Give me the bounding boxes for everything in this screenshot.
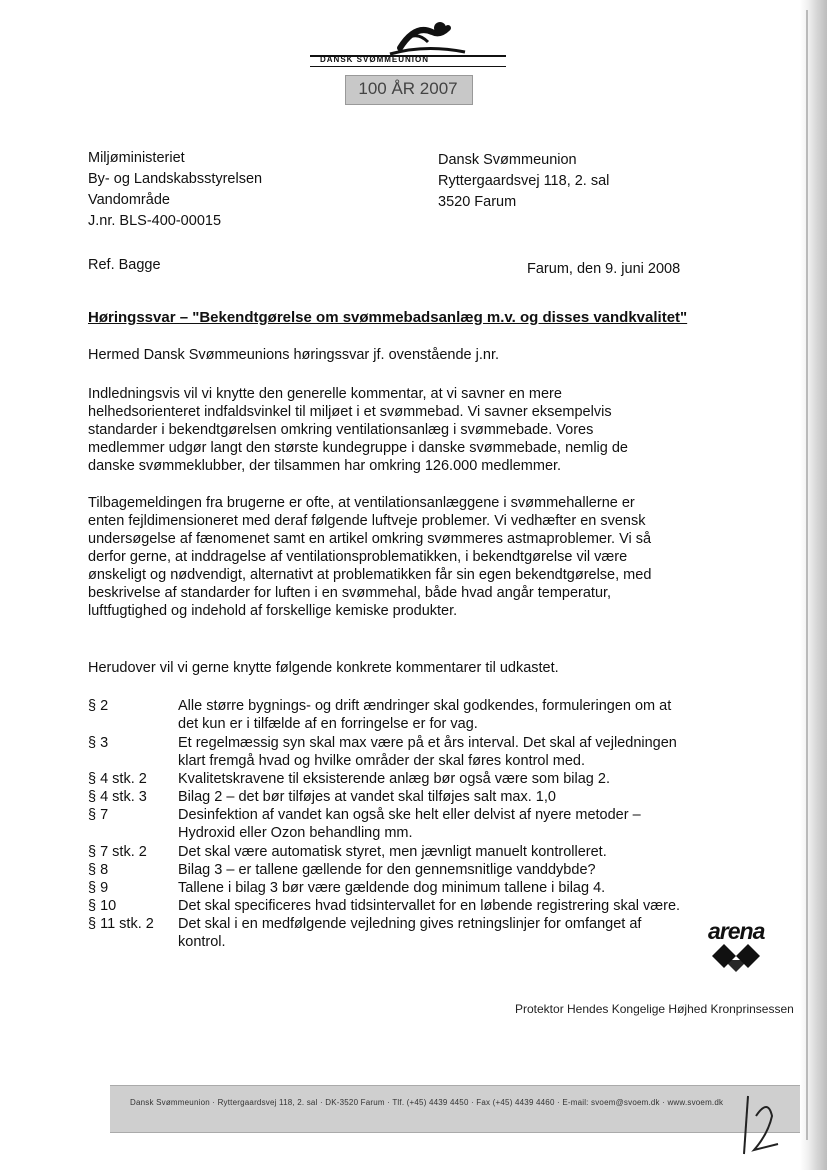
comment-body <box>178 734 748 770</box>
paragraph-2 <box>88 494 728 620</box>
paragraph-line: standarder i bekendtgørelsen omkring ventilationsanlæg i svømmebade. Vores <box>88 422 594 438</box>
scan-shadow <box>800 0 827 1170</box>
comment-line: Kvalitetskravene til eksisterende anlæg bør også være som bilag 2. <box>178 771 610 787</box>
comment-line: kontrol. <box>178 934 226 950</box>
comment-section: § 10 <box>88 898 117 914</box>
comment-body <box>178 697 748 733</box>
comment-line: Det skal være automatisk styret, men jævnligt manuelt kontrolleret. <box>178 844 607 860</box>
comment-section: § 2 <box>88 698 109 714</box>
comment-line: Hydroxid eller Ozon behandling mm. <box>178 825 413 841</box>
comment-body <box>178 843 748 861</box>
recipient-block <box>88 149 262 233</box>
comment-line: Et regelmæssig syn skal max være på et års interval. Det skal af vejledningen <box>178 735 677 751</box>
paragraph-line: medlemmer udgør langt den største kundegruppe i danske svømmebade, nemlig de <box>88 440 628 456</box>
comment-section: § 7 stk. 2 <box>88 844 147 860</box>
recipient-line: Miljøministeriet <box>88 150 185 166</box>
swimmer-logo-icon <box>370 14 480 58</box>
recipient-line: By- og Landskabsstyrelsen <box>88 171 263 187</box>
footer-band <box>110 1085 800 1133</box>
comment-section: § 4 stk. 3 <box>88 789 147 805</box>
sender-block <box>438 151 609 214</box>
comment-section: § 8 <box>88 862 109 878</box>
comment-line: Det skal i en medfølgende vejledning gives retningslinjer for omfanget af <box>178 916 642 932</box>
paragraph-line: beskrivelse af standarder for luften i en svømmehal, både hvad angår temperatur, <box>88 585 612 601</box>
sender-line: Ryttergaardsvej 118, 2. sal <box>438 173 610 189</box>
sender-line: Dansk Svømmeunion <box>438 152 577 168</box>
paragraph-line: enten fejldimensioneret med deraf følgende luftveje problemer. Vi vedhæfter en svensk <box>88 513 646 529</box>
paragraph-line: danske svømmeklubber, der tilsammen har omkring 126.000 medlemmer. <box>88 458 562 474</box>
comment-body <box>178 915 748 951</box>
logo-org-name: DANSK SVØMMEUNION <box>320 55 430 64</box>
sender-line: 3520 Farum <box>438 194 517 210</box>
comment-section: § 11 stk. 2 <box>88 916 154 932</box>
anniversary-text: 100 ÅR 2007 <box>358 79 458 98</box>
comment-body <box>178 879 748 897</box>
footer-text: Dansk Svømmeunion · Ryttergaardsvej 118, 2. sal · DK-3520 Farum · Tlf. (+45) 4439 4450 · Fax (+45) 4439 4460 · E-mail: svoem@svoem.dk · www.svoem.dk <box>130 1098 724 1107</box>
intro-text: Hermed Dansk Svømmeunions høringssvar jf. ovenstående j.nr. <box>88 347 500 363</box>
reference: Ref. Bagge <box>88 257 161 273</box>
recipient-line: J.nr. BLS-400-00015 <box>88 213 222 229</box>
comment-body <box>178 861 748 879</box>
comment-line: Alle større bygnings- og drift ændringer skal godkendes, formuleringen om at <box>178 698 672 714</box>
paragraph-line: luftfugtighed og indehold af forskellige kemiske produkter. <box>88 603 458 619</box>
comment-line: det kun er i tilfælde af en forringelse er for vag. <box>178 716 478 732</box>
comment-section: § 4 stk. 2 <box>88 771 147 787</box>
arena-logo-text: arena <box>708 918 765 944</box>
subject-heading: Høringssvar – "Bekendtgørelse om svømmebadsanlæg m.v. og disses vandkvalitet" <box>88 309 688 326</box>
comment-line: klart fremgå hvad og hvilke områder der skal føres kontrol med. <box>178 753 585 769</box>
comment-line: Bilag 3 – er tallene gællende for den gennemsnitlige vanddybde? <box>178 862 596 878</box>
comment-line: Bilag 2 – det bør tilføjes at vandet skal tilføjes salt max. 1,0 <box>178 789 556 805</box>
protector-line: Protektor Hendes Kongelige Højhed Kronprinsessen <box>515 1002 794 1016</box>
scan-edge-line <box>806 10 808 1140</box>
paragraph-line: Indledningsvis vil vi knytte den generelle kommentar, at vi savner en mere <box>88 386 562 402</box>
paragraph-1 <box>88 385 728 475</box>
comment-body <box>178 897 748 915</box>
comment-section: § 9 <box>88 880 109 896</box>
paragraph-line: ønskeligt og nødvendigt, alternativt at problematikken får sin egen bekendtgørelse, med <box>88 567 652 583</box>
paragraph-3: Herudover vil vi gerne knytte følgende konkrete kommentarer til udkastet. <box>88 660 559 676</box>
date-line: Farum, den 9. juni 2008 <box>527 261 681 277</box>
handwritten-page-number <box>738 1088 786 1158</box>
comment-body <box>178 788 748 806</box>
arena-diamond-icon <box>712 944 784 974</box>
comment-section: § 7 <box>88 807 109 823</box>
paragraph-line: helhedsorienteret indfaldsvinkel til miljøet i et svømmebad. Vi savner eksempelvis <box>88 404 612 420</box>
comment-body <box>178 806 748 842</box>
recipient-line: Vandområde <box>88 192 170 208</box>
paragraph-line: undersøgelse af fænomenet samt en artikel omkring svømmeres astmaproblemer. Vi så <box>88 531 652 547</box>
comment-body <box>178 770 748 788</box>
paragraph-line: derfor gerne, at inddragelse af ventilationsproblematikken, i bekendtgørelse vil være <box>88 549 628 565</box>
comment-line: Desinfektion af vandet kan også ske helt eller delvist af nyere metoder – <box>178 807 641 823</box>
comment-line: Tallene i bilag 3 bør være gældende dog minimum tallene i bilag 4. <box>178 880 606 896</box>
comment-line: Det skal specificeres hvad tidsintervallet for en løbende registrering skal være. <box>178 898 681 914</box>
paragraph-line: Tilbagemeldingen fra brugerne er ofte, at ventilationsanlæggene i svømmehallerne er <box>88 495 635 511</box>
comment-section: § 3 <box>88 735 109 751</box>
